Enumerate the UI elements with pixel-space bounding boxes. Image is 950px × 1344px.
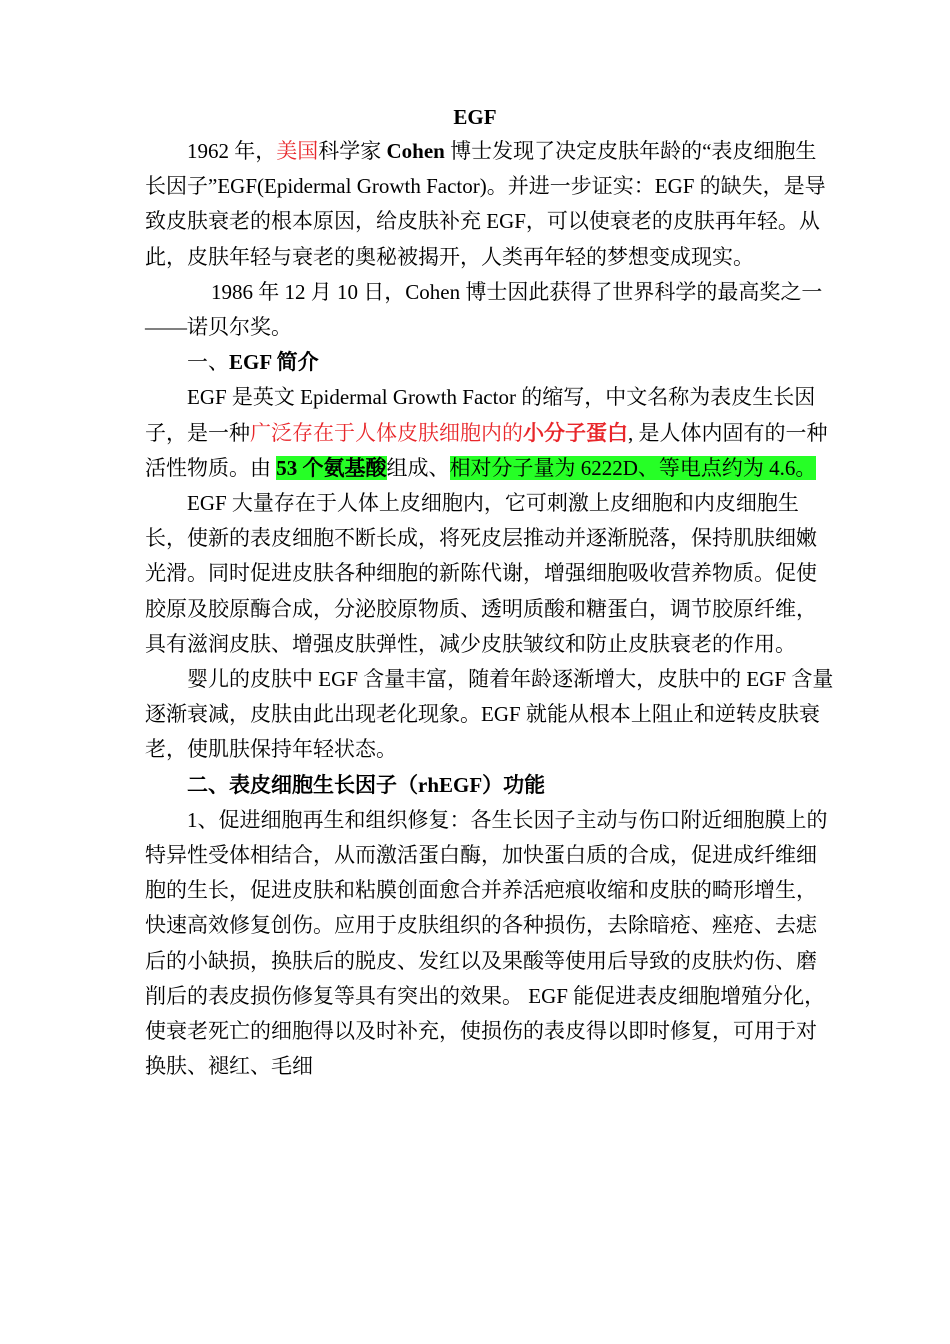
heading-2-text: 二、表皮细胞生长因子（rhEGF）功能 — [187, 772, 546, 797]
intro-year: 1962 年， — [187, 139, 277, 163]
paragraph-infant: 婴儿的皮肤中 EGF 含量丰富，随着年龄逐渐增大，皮肤中的 EGF 含量逐渐衰减，皮肤由此出现老化现象。EGF 就能从根本上阻止和逆转皮肤衰老，使肌肤保持年轻状态。 — [145, 667, 834, 762]
paragraph-definition — [145, 380, 835, 486]
intro-text-c: 博士发现了决定皮肤年龄的“表皮细胞生长因子”EGF(Epidermal Growth Factor)。并进一步证实：EGF 的缺失，是导致皮肤衰老的根本原因，给皮肤补充 EGF，可以使衰老的皮肤再年轻。从此，皮肤年轻与衰老的奥秘被揭开，人类再年轻的梦想变成现实。 — [145, 139, 826, 269]
intro-name: Cohen — [386, 139, 445, 163]
definition-text-b: , 是人体内固有的一种活性物质。由 — [145, 420, 828, 480]
intro-text-b: 科学家 — [318, 139, 387, 163]
definition-highlight-bold: 53 个氨基酸 — [276, 455, 387, 480]
paragraph-regeneration: 1、促进细胞再生和组织修复：各生长因子主动与伤口附近细胞膜上的特异性受体相结合，从而激活蛋白酶，加快蛋白质的合成，促进成纤维细胞的生长，促进皮肤和粘膜创面愈合并养活疤痕收缩和皮肤的畸形增生，快速高效修复创伤。应用于皮肤组织的各种损伤，去除暗疮、痤疮、去痣后的小缺损，换肤后的脱皮、发红以及果酸等使用后导致的皮肤灼伤、磨削后的表皮损伤修复等具有突出的效果。 EGF 能促进表皮细胞增殖分化，使衰老死亡的细胞得以及时补充，使损伤的表皮得以即时修复，可用于对换肤、褪红、毛细 — [145, 807, 828, 1079]
heading-1-prefix: 一、 — [187, 350, 229, 375]
intro-country: 美国 — [276, 139, 319, 163]
document-body — [145, 134, 835, 1084]
document-title: EGF — [453, 105, 497, 129]
paragraph-function: EGF 大量存在于人体上皮细胞内，它可刺激上皮细胞和内皮细胞生长，使新的表皮细胞不断长成，将死皮层推动并逐渐脱落，保持肌肤细嫩光滑。同时促进皮肤各种细胞的新陈代谢，增强细胞吸收营养物质。促使胶原及胶原酶合成，分泌胶原物质、透明质酸和糖蛋白，调节胶原纤维，具有滋润皮肤、增强皮肤弹性，减少皮肤皱纹和防止皮肤衰老的作用。 — [145, 491, 817, 656]
heading-egf-intro — [145, 345, 835, 380]
paragraph-intro — [145, 134, 835, 275]
definition-text-a: EGF 是英文 Epidermal Growth Factor 的缩写，中文名称为表皮生长因子，是一种 — [145, 385, 816, 445]
paragraph-nobel: 1986 年 12 月 10 日，Cohen 博士因此获得了世界科学的最高奖之一——诺贝尔奖。 — [145, 279, 823, 340]
definition-red-bold: 小分子蛋白 — [523, 420, 628, 445]
definition-text-c: 组成、 — [386, 455, 450, 480]
definition-highlight: 相对分子量为 6222D、等电点约为 4.6。 — [449, 455, 817, 480]
heading-rhegf-function — [145, 768, 835, 803]
definition-red-text: 广泛存在于人体皮肤细胞内的 — [250, 420, 523, 445]
heading-1-text: EGF 简介 — [229, 350, 319, 375]
